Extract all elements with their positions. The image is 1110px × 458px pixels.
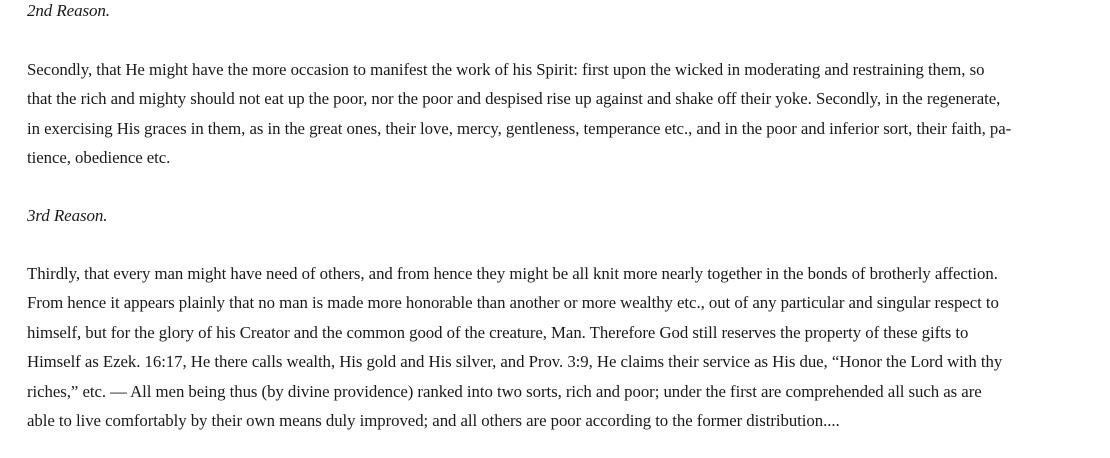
text-line: riches,” etc. — All men being thus (by divine providence) ranked into two sorts, rich and poor; under the first are comprehended all such as are [27, 381, 982, 401]
text-line: tience, obedience etc. [27, 148, 171, 168]
section-heading-3rd-reason: 3rd Reason. [27, 206, 108, 225]
text-line: that the rich and mighty should not eat up the poor, nor the poor and despised rise up against and shake off their yoke. Secondly, in the regenerate, [27, 89, 1001, 109]
text-line: himself, but for the glory of his Creator and the common good of the creature, Man. Therefore God still reserves the property of these gifts to [27, 322, 969, 342]
text-line: Secondly, that He might have the more occasion to manifest the work of his Spirit: first upon the wicked in moderating and restraining them, so [27, 60, 985, 79]
paragraph-2nd-reason [27, 55, 1087, 173]
text-line: Himself as Ezek. 16:17, He there calls wealth, His gold and His silver, and Prov. 3:9, He claims their service as His due, “Honor the Lord with thy [27, 352, 1003, 372]
paragraph-3rd-reason [27, 259, 1087, 435]
text-line: From hence it appears plainly that no man is made more honorable than another or more wealthy etc., out of any particular and singular respect to [27, 293, 999, 313]
text-line: in exercising His graces in them, as in the great ones, their love, mercy, gentleness, temperance etc., and in the poor and inferior sort, their faith, pa- [27, 118, 1012, 138]
text-line: able to live comfortably by their own means duly improved; and all others are poor according to the former distribution.... [27, 411, 840, 431]
text-line: Thirdly, that every man might have need of others, and from hence they might be all knit more nearly together in the bonds of brotherly affection. [27, 264, 998, 283]
section-heading-2nd-reason: 2nd Reason. [27, 1, 110, 20]
